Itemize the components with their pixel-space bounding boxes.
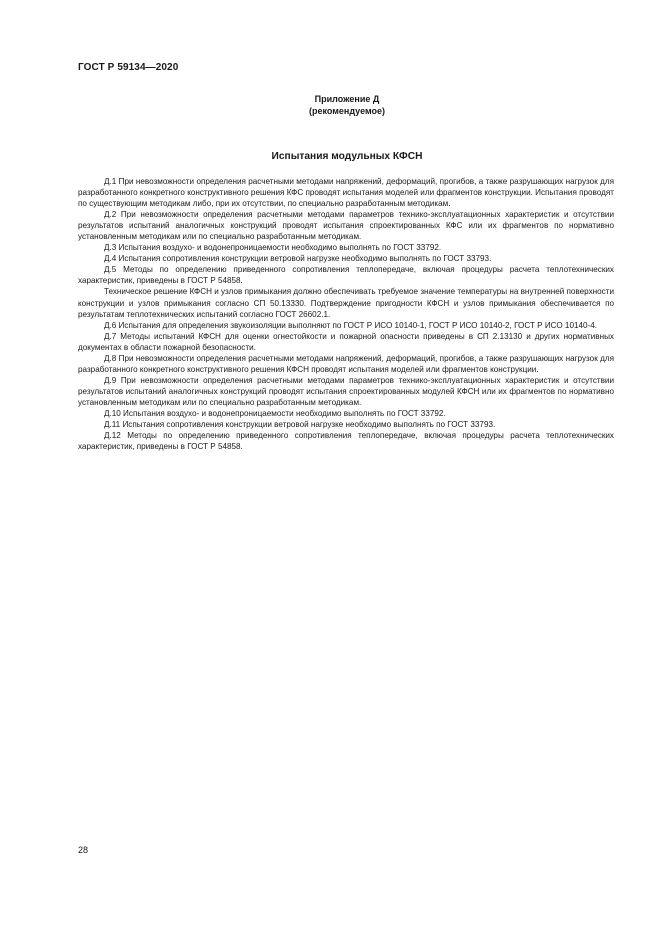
paragraph-d10: Д.10 Испытания воздухо- и водонепроницаемости необходимо выполнять по ГОСТ 33792.: [104, 408, 446, 418]
appendix-heading: [78, 93, 616, 117]
appendix-title: Приложение Д: [314, 94, 380, 104]
paragraph-d11: Д.11 Испытания сопротивления конструкции ветровой нагрузке необходимо выполнять по ГОСТ 33793.: [104, 420, 496, 430]
appendix-subtitle: (рекомендуемое): [309, 106, 385, 116]
paragraph-d1: Д.1 При невозможности определения расчетными методами напряжений, деформаций, прогибов, а также разрушающих нагрузок для разработанного конкретного конструктивного решения КФС проводят испытания моделей или фрагментов конструкции. Испытания проводят по существующим методикам либо, при их отсутствии, по специально разработанным методикам.: [78, 177, 614, 209]
paragraph-d8: Д.8 При невозможности определения расчетными методами напряжений, деформаций, прогибов, а также разрушающих нагрузок для разработанного конкретного конструктивного решения КФСН проводят испытания моделей или фрагментов конструкции.: [78, 353, 614, 374]
paragraph-d5: Д.5 Методы по определению приведенного сопротивления теплопередаче, включая процедуры расчета теплотехнических характеристик, приведены в ГОСТ Р 54858.: [78, 265, 614, 286]
paragraph-d5-thermal: Техническое решение КФСН и узлов примыкания должно обеспечивать требуемое значение температуры на внутренней поверхности конструкции и узлов примыкания согласно СП 50.13330. Подтверждение пригодности КФСН и узлов примыкания обеспечивается по результатам теплотехнических испытаний согласно ГОСТ 26602.1.: [78, 287, 614, 319]
section-body: [78, 176, 614, 452]
page-number: 28: [78, 845, 89, 855]
paragraph-d6: Д.6 Испытания для определения звукоизоляции выполняют по ГОСТ Р ИСО 10140-1, ГОСТ Р ИСО 10140-2, ГОСТ Р ИСО 10140-4.: [104, 320, 598, 330]
paragraph-d4: Д.4 Испытания сопротивления конструкции ветровой нагрузке необходимо выполнять по ГОСТ 33793.: [104, 254, 492, 264]
section-title: Испытания модульных КФСН: [271, 151, 423, 162]
paragraph-d9: Д.9 При невозможности определения расчетными методами параметров технико-эксплуатационных характеристик и отсутствии результатов испытаний аналогичных конструкций проводят испытания спроектированных модулей КФСН или их фрагментов по нормативно установленным методикам или по специально разработанным методикам.: [78, 375, 614, 407]
paragraph-d12: Д.12 Методы по определению приведенного сопротивления теплопередаче, включая процедуры расчета теплотехнических характеристик, приведены в ГОСТ Р 54858.: [78, 431, 614, 452]
paragraph-d2: Д.2 При невозможности определения расчетными методами параметров технико-эксплуатационных характеристик и отсутствии результатов испытаний аналогичных конструкций проводят испытания спроектированных КФС или их фрагментов по нормативно установленным методикам или по специально разработанным методикам.: [78, 210, 614, 242]
standard-code: ГОСТ Р 59134—2020: [78, 62, 179, 73]
paragraph-d3: Д.3 Испытания воздухо- и водонепроницаемости необходимо выполнять по ГОСТ 33792.: [104, 243, 442, 253]
paragraph-d7: Д.7 Методы испытаний КФСН для оценки огнестойкости и пожарной опасности приведены в СП 2.13130 и других нормативных документах в области пожарной безопасности.: [78, 331, 614, 352]
